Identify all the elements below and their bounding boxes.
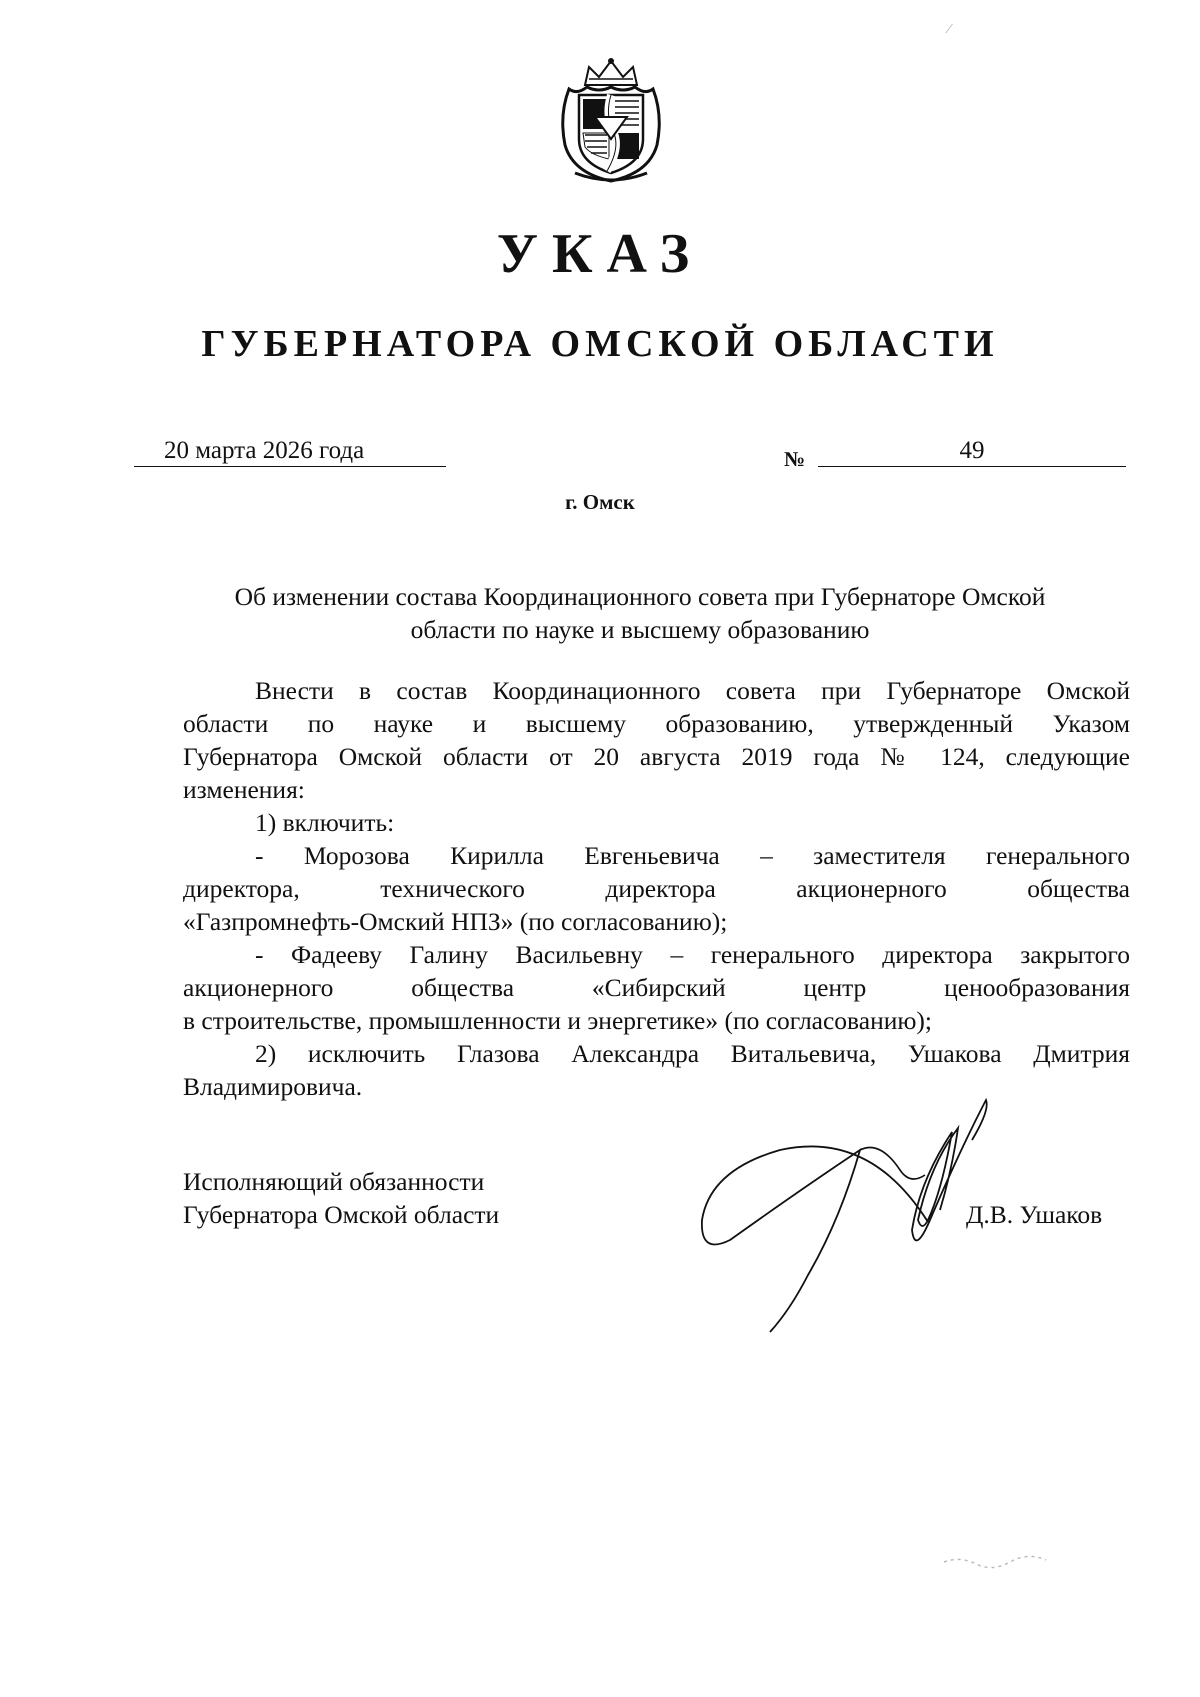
decree-number: 49	[818, 436, 1126, 467]
omsk-oblast-coat-of-arms-icon	[555, 55, 667, 183]
decree-title: УКАЗ	[496, 223, 704, 285]
body-line: области по науке и высшему образованию, утвержденный Указом	[183, 709, 1130, 738]
subject-line: области по науке и высшему образованию	[410, 615, 870, 644]
decree-body	[183, 674, 1130, 1103]
list-item-include: 1) включить:	[255, 808, 395, 837]
member-line: - Морозова Кирилла Евгеньевича – заместителя генерального	[255, 841, 1130, 870]
body-line: Губернатора Омской области от 20 августа 2019 года № 124, следующие	[183, 742, 1130, 771]
position-line: Исполняющий обязанности	[183, 1167, 485, 1196]
signatory-position	[183, 1165, 499, 1231]
subject-line: Об изменении состава Координационного совета при Губернаторе Омской	[234, 582, 1046, 611]
body-line: Внести в состав Координационного совета при Губернаторе Омской	[255, 676, 1130, 705]
member-line: директора, технического директора акционерного общества	[183, 874, 1130, 903]
faint-stamp-mark	[940, 1550, 1050, 1574]
list-item-exclude: 2) исключить Глазова Александра Витальевича, Ушакова Дмитрия	[255, 1039, 1130, 1068]
scan-mark: ⁄	[948, 22, 951, 37]
member-line: - Фадееву Галину Васильевну – генерального директора закрытого	[255, 940, 1130, 969]
decree-subject	[160, 580, 1120, 646]
signatory-name: Д.В. Ушаков	[966, 1200, 1103, 1229]
body-line: изменения:	[183, 775, 305, 804]
member-line: акционерного общества «Сибирский центр ценообразования	[183, 973, 1130, 1002]
member-line: «Газпромнефть-Омский НПЗ» (по согласованию);	[183, 907, 728, 936]
handwritten-signature-icon	[690, 1070, 1010, 1340]
body-line: Владимировича.	[183, 1072, 363, 1101]
decree-issuer: ГУБЕРНАТОРА ОМСКОЙ ОБЛАСТИ	[201, 323, 999, 365]
decree-city: г. Омск	[565, 490, 635, 514]
number-label: №	[784, 447, 806, 471]
member-line: в строительстве, промышленности и энергетике» (по согласованию);	[183, 1006, 933, 1035]
decree-date: 20 марта 2026 года	[134, 436, 446, 467]
position-line: Губернатора Омской области	[183, 1200, 500, 1229]
